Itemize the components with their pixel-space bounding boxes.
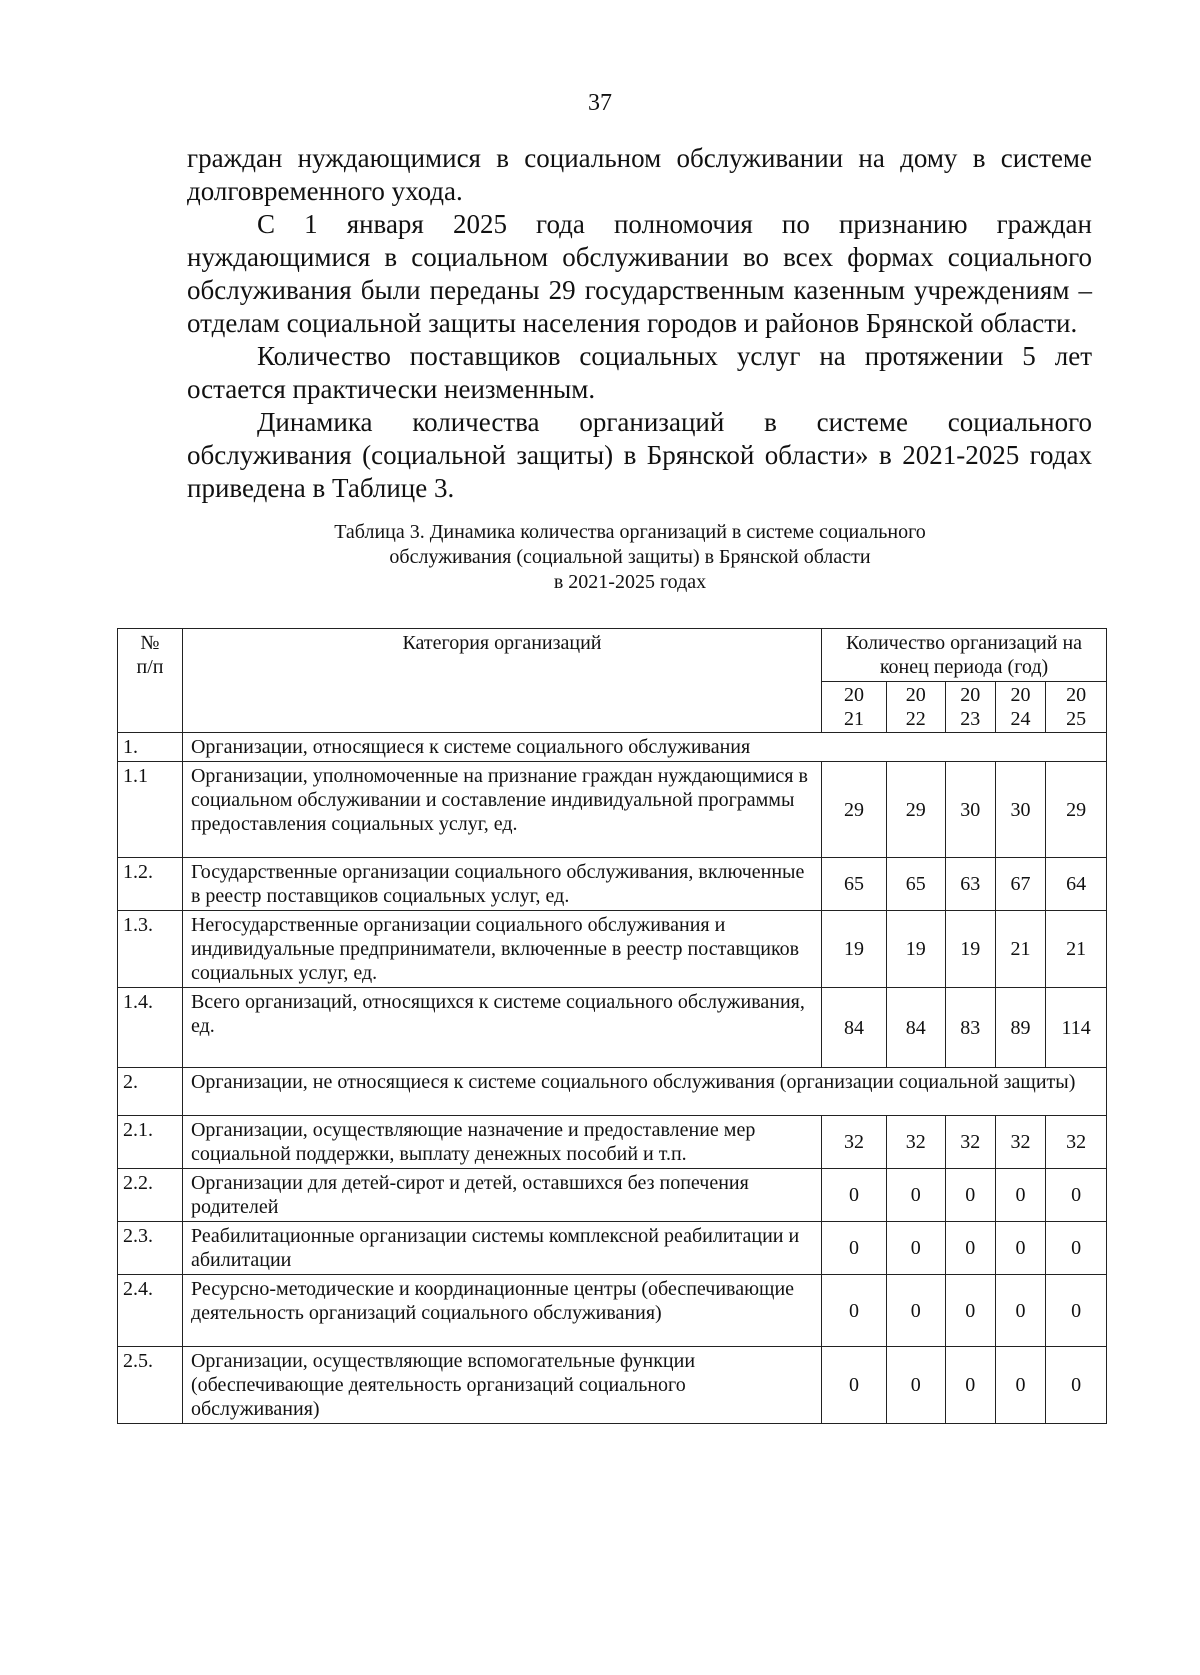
cell-value-2022: 0: [886, 1275, 945, 1347]
row-category: Организации, относящиеся к системе социального обслуживания: [182, 733, 1106, 762]
row-category: Всего организаций, относящихся к системе социального обслуживания, ед.: [182, 988, 821, 1068]
table-section-row: [118, 733, 1107, 762]
cell-value-2023: 0: [945, 1222, 995, 1275]
paragraph-2: С 1 января 2025 года полномочия по признанию граждан нуждающимися в социальном обслуживании во всех формах социального обслуживания были переданы 29 государственным казенным учреждениям – отделам социальной защиты населения городов и районов Брянской области.: [187, 209, 1092, 338]
cell-value-2025: 0: [1046, 1275, 1107, 1347]
cell-value-2025: 0: [1046, 1169, 1107, 1222]
row-category: Государственные организации социального обслуживания, включенные в реестр поставщиков социальных услуг, ед.: [182, 858, 821, 911]
row-number: 2.: [118, 1068, 183, 1116]
cell-value-2021: 0: [822, 1222, 887, 1275]
table-row: [118, 911, 1107, 988]
cell-value-2025: 114: [1046, 988, 1107, 1068]
table-row: [118, 762, 1107, 858]
cell-value-2023: 30: [945, 762, 995, 858]
row-category: Организации, уполномоченные на признание граждан нуждающимися в социальном обслуживании и составление индивидуальной программы предоставления социальных услуг, ед.: [182, 762, 821, 858]
header-number: № п/п: [118, 629, 183, 733]
row-number: 1.2.: [118, 858, 183, 911]
cell-value-2023: 32: [945, 1116, 995, 1169]
cell-value-2024: 21: [995, 911, 1045, 988]
table-row: [118, 988, 1107, 1068]
cell-value-2023: 63: [945, 858, 995, 911]
cell-value-2021: 0: [822, 1347, 887, 1424]
cell-value-2023: 19: [945, 911, 995, 988]
cell-value-2022: 19: [886, 911, 945, 988]
row-category: Реабилитационные организации системы комплексной реабилитации и абилитации: [182, 1222, 821, 1275]
row-number: 1.1: [118, 762, 183, 858]
cell-value-2024: 67: [995, 858, 1045, 911]
caption-line-3: в 2021-2025 годах: [553, 571, 707, 593]
cell-value-2021: 84: [822, 988, 887, 1068]
cell-value-2025: 0: [1046, 1347, 1107, 1424]
header-year-2025: 20 25: [1046, 682, 1107, 733]
header-year-2021: 20 21: [822, 682, 887, 733]
cell-value-2024: 0: [995, 1222, 1045, 1275]
row-number: 2.2.: [118, 1169, 183, 1222]
row-number: 2.1.: [118, 1116, 183, 1169]
cell-value-2022: 0: [886, 1347, 945, 1424]
cell-value-2022: 84: [886, 988, 945, 1068]
caption-line-1: Таблица 3. Динамика количества организаций в системе социального: [334, 521, 926, 543]
cell-value-2024: 0: [995, 1275, 1045, 1347]
cell-value-2023: 83: [945, 988, 995, 1068]
table-row: [118, 858, 1107, 911]
cell-value-2025: 0: [1046, 1222, 1107, 1275]
cell-value-2022: 32: [886, 1116, 945, 1169]
cell-value-2024: 32: [995, 1116, 1045, 1169]
header-count: Количество организаций на конец периода (год): [822, 629, 1107, 682]
row-category: Организации, осуществляющие вспомогательные функции (обеспечивающие деятельность организаций социального обслуживания): [182, 1347, 821, 1424]
header-year-2023: 20 23: [945, 682, 995, 733]
cell-value-2022: 29: [886, 762, 945, 858]
table-row: [118, 1116, 1107, 1169]
cell-value-2024: 0: [995, 1347, 1045, 1424]
row-category: Организации, не относящиеся к системе социального обслуживания (организации социальной защиты): [182, 1068, 1106, 1116]
cell-value-2021: 32: [822, 1116, 887, 1169]
caption-line-2: обслуживания (социальной защиты) в Брянской области: [389, 546, 871, 568]
table-body: [118, 733, 1107, 1424]
table-section-row: [118, 1068, 1107, 1116]
row-number: 2.3.: [118, 1222, 183, 1275]
cell-value-2021: 29: [822, 762, 887, 858]
cell-value-2025: 21: [1046, 911, 1107, 988]
row-category: Организации для детей-сирот и детей, оставшихся без попечения родителей: [182, 1169, 821, 1222]
cell-value-2021: 0: [822, 1169, 887, 1222]
paragraph-4: Динамика количества организаций в системе социального обслуживания (социальной защиты) в Брянской области» в 2021-2025 годах приведена в Таблице 3.: [187, 407, 1092, 503]
cell-value-2022: 0: [886, 1222, 945, 1275]
paragraph-3: Количество поставщиков социальных услуг на протяжении 5 лет остается практически неизменным.: [187, 341, 1092, 404]
cell-value-2025: 64: [1046, 858, 1107, 911]
organizations-table: [117, 628, 1107, 1424]
cell-value-2025: 32: [1046, 1116, 1107, 1169]
cell-value-2023: 0: [945, 1347, 995, 1424]
table-row: [118, 1275, 1107, 1347]
cell-value-2022: 65: [886, 858, 945, 911]
row-category: Негосударственные организации социального обслуживания и индивидуальные предприниматели, включенные в реестр поставщиков социальных услуг, ед.: [182, 911, 821, 988]
page-number: 37: [588, 90, 612, 116]
cell-value-2023: 0: [945, 1275, 995, 1347]
row-number: 1.4.: [118, 988, 183, 1068]
table-caption: [240, 520, 1020, 595]
row-number: 2.4.: [118, 1275, 183, 1347]
row-category: Ресурсно-методические и координационные центры (обеспечивающие деятельность организаций социального обслуживания): [182, 1275, 821, 1347]
table-row: [118, 1222, 1107, 1275]
header-year-2022: 20 22: [886, 682, 945, 733]
cell-value-2021: 0: [822, 1275, 887, 1347]
body-text: [187, 142, 1092, 505]
cell-value-2024: 89: [995, 988, 1045, 1068]
row-number: 1.3.: [118, 911, 183, 988]
table-row: [118, 1169, 1107, 1222]
cell-value-2024: 30: [995, 762, 1045, 858]
cell-value-2023: 0: [945, 1169, 995, 1222]
row-number: 1.: [118, 733, 183, 762]
row-category: Организации, осуществляющие назначение и предоставление мер социальной поддержки, выплату денежных пособий и т.п.: [182, 1116, 821, 1169]
cell-value-2021: 65: [822, 858, 887, 911]
cell-value-2024: 0: [995, 1169, 1045, 1222]
row-number: 2.5.: [118, 1347, 183, 1424]
table-row: [118, 1347, 1107, 1424]
cell-value-2025: 29: [1046, 762, 1107, 858]
cell-value-2022: 0: [886, 1169, 945, 1222]
header-category: Категория организаций: [182, 629, 821, 733]
header-year-2024: 20 24: [995, 682, 1045, 733]
cell-value-2021: 19: [822, 911, 887, 988]
paragraph-1: граждан нуждающимися в социальном обслуживании на дому в системе долговременного ухода.: [187, 143, 1092, 206]
